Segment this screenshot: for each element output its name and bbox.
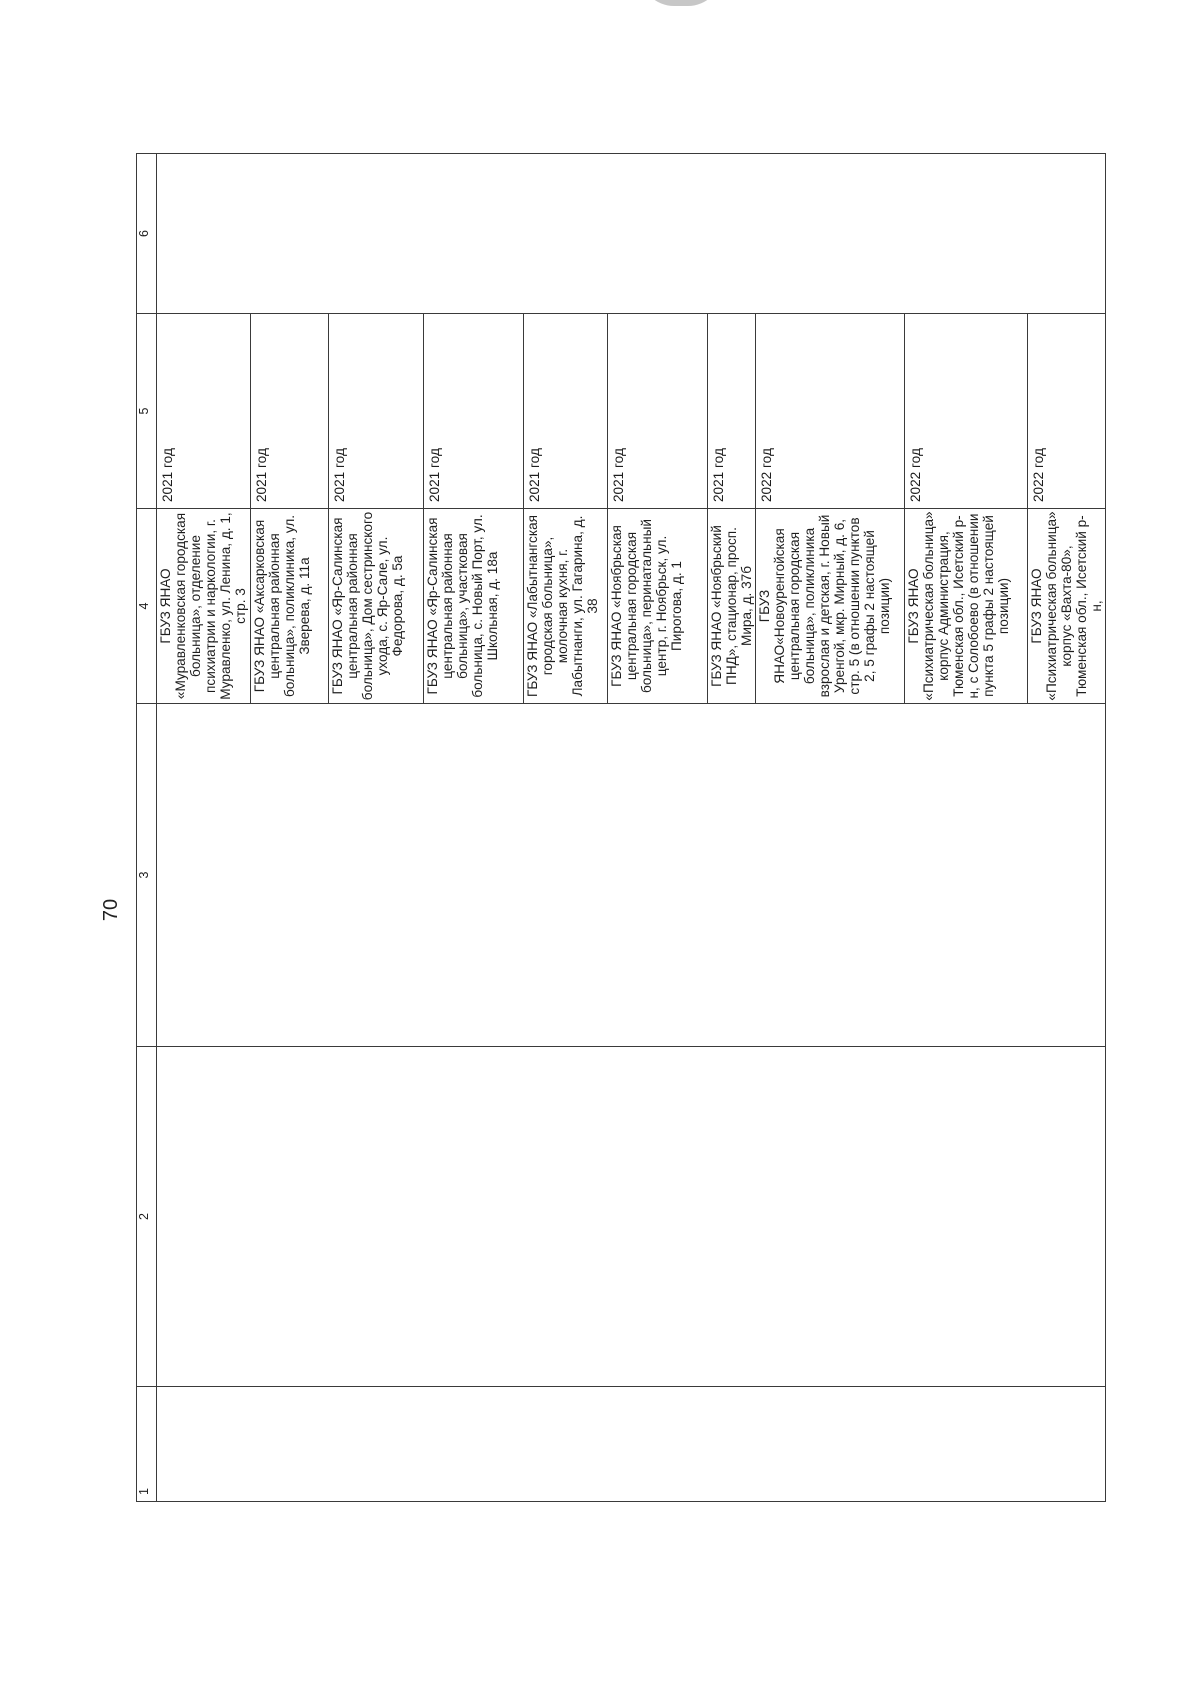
col-header-5: 5	[137, 314, 157, 509]
cell-col3	[157, 704, 1106, 1047]
cell-col4: ГБУЗ ЯНАО «Психиатрическая больница» корпус Администрация, Тюменская обл., Исетский р-н, с Солобоево (в отношении пункта 5 графы 2 настоящей позиции)	[905, 509, 1028, 704]
cell-col5: 2022 год	[905, 314, 1028, 509]
cell-col4: ГБУЗ ЯНАО «Ноябрьская центральная городская больница», перинатальный центр, г. Ноябрьск, ул. Пирогова, д. 1	[608, 509, 708, 704]
data-table	[136, 153, 1106, 1502]
cell-col4: ГБУЗ ЯНАО «Психиатрическая больница» корпус «Вахта-80», Тюменская обл., Исетский р-н,	[1028, 509, 1106, 704]
col-header-6: 6	[137, 154, 157, 314]
cell-col4: ГБУЗ ЯНАО «Аксарковская центральная районная больница», поликлиника, ул. Зверева, д. 11а	[251, 509, 329, 704]
cell-col4: ГБУЗ ЯНАО «Яр-Салинская центральная районная больница», Дом сестринского ухода, с. Яр-Сале, ул. Федорова, д. 5а	[329, 509, 424, 704]
data-table-rotated	[136, 154, 1108, 1502]
table-row	[157, 154, 251, 1502]
scan-smudge	[640, 0, 722, 6]
col-header-2: 2	[137, 1047, 157, 1387]
cell-col4: ГБУЗ ЯНАО«Новоуренгойская центральная городская больница», поликлиника взрослая и детская, г. Новый Уренгой, мкр. Мирный, д. 6, стр. 5 (в отношении пунктов 2, 5 графы 2 настоящей позиции)	[756, 509, 905, 704]
col-header-3: 3	[137, 704, 157, 1047]
cell-col4: ГБУЗ ЯНАО «Яр-Салинская центральная районная больница», участковая больница, с. Новый Порт, ул. Школьная, д. 18а	[424, 509, 524, 704]
cell-col1	[157, 1387, 1106, 1502]
cell-col5: 2021 год	[708, 314, 756, 509]
cell-col5: 2021 год	[424, 314, 524, 509]
cell-col5: 2021 год	[157, 314, 251, 509]
cell-col5: 2021 год	[608, 314, 708, 509]
cell-col5: 2021 год	[251, 314, 329, 509]
cell-col5: 2021 год	[524, 314, 608, 509]
cell-col4: ГБУЗ ЯНАО «Лабытнангская городская больница», молочная кухня, г. Лабытнанги, ул. Гагарина, д. 38	[524, 509, 608, 704]
cell-col4: ГБУЗ ЯНАО «Муравленковская городская больница», отделение психиатрии и наркологии, г. Муравленко, ул. Ленина, д. 1, стр. 3	[157, 509, 251, 704]
cell-col4: ГБУЗ ЯНАО «Ноябрьский ПНД», стационар, просп. Мира, д. 37б	[708, 509, 756, 704]
page-number: 70	[100, 898, 122, 922]
col-header-4: 4	[137, 509, 157, 704]
cell-col6	[157, 154, 1106, 314]
cell-col5: 2022 год	[756, 314, 905, 509]
header-row	[137, 154, 157, 1502]
cell-col5: 2022 год	[1028, 314, 1106, 509]
cell-col5: 2021 год	[329, 314, 424, 509]
cell-col2	[157, 1047, 1106, 1387]
col-header-1: 1	[137, 1387, 157, 1502]
